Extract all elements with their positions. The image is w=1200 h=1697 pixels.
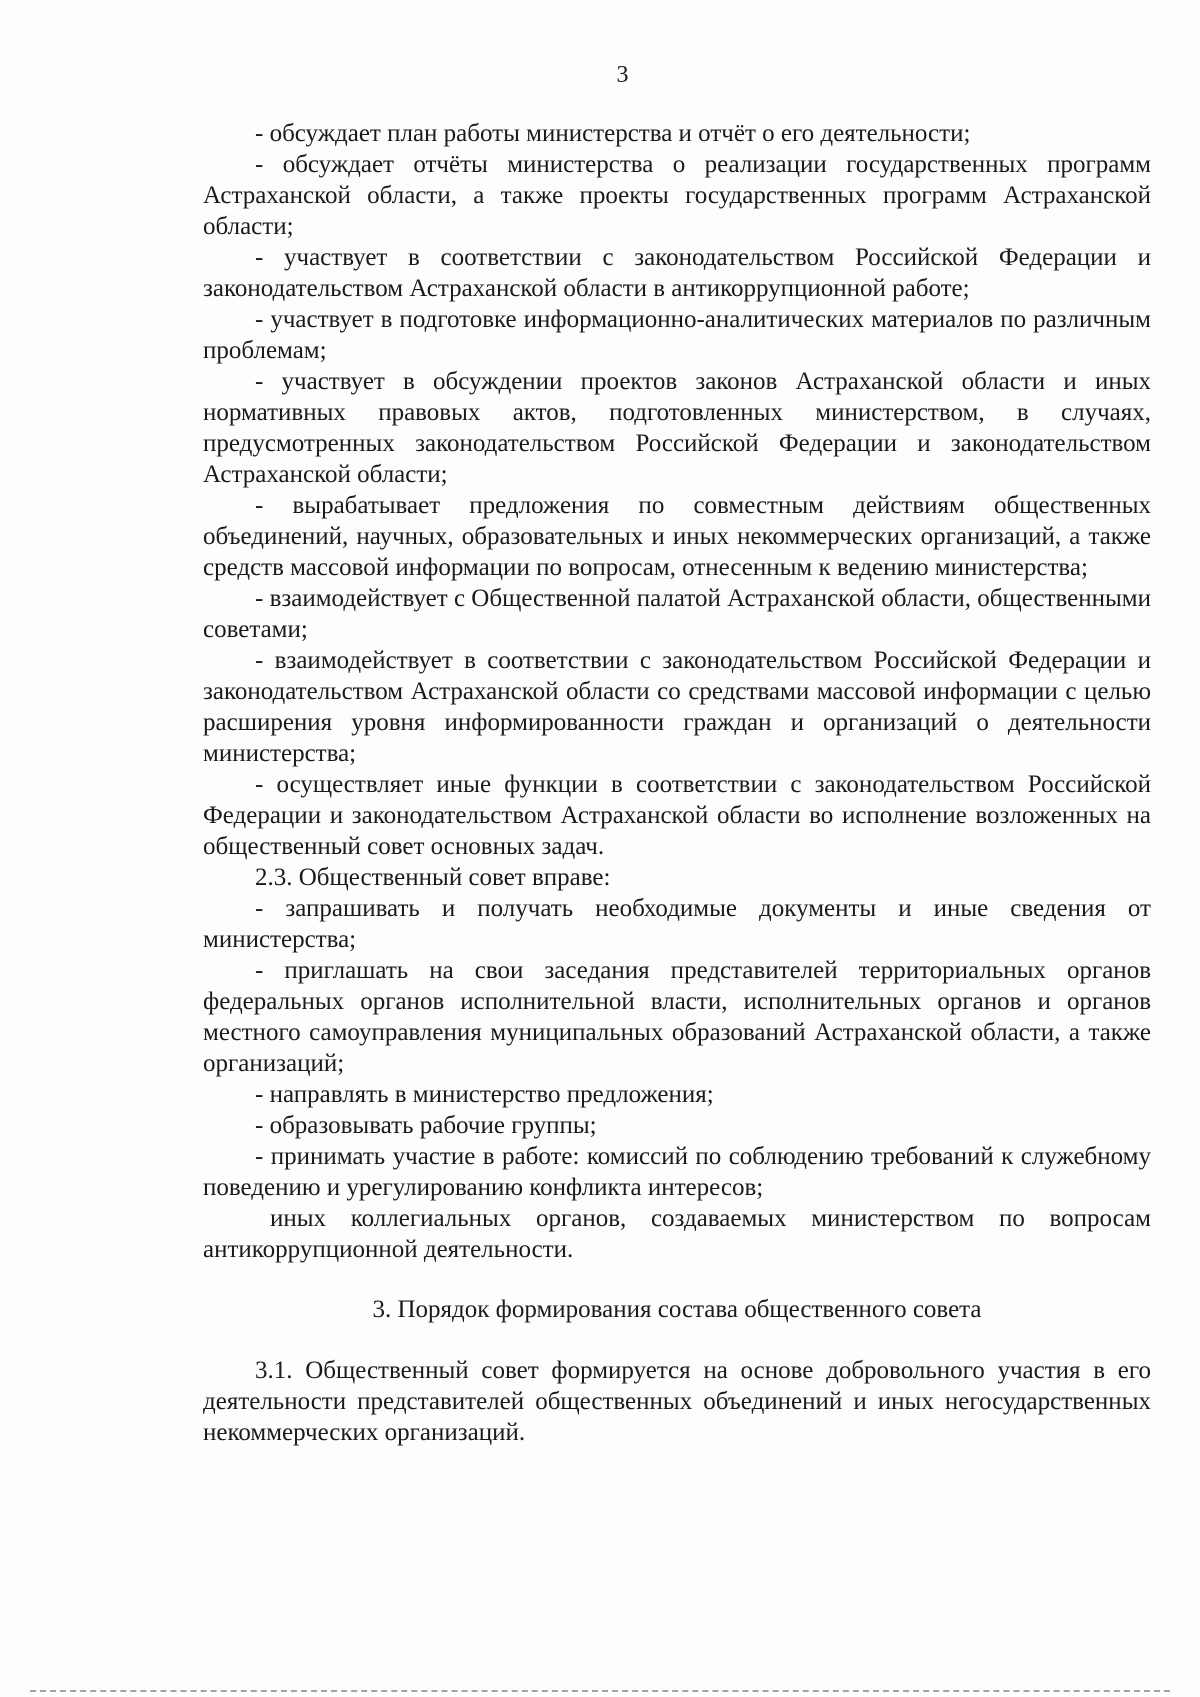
section-paragraph: 3.1. Общественный совет формируется на основе добровольного участия в его деятельности представителей общественных объединений и иных негосударственных некоммерческих организаций. xyxy=(203,1357,1151,1446)
list-item: - взаимодействует в соответствии с законодательством Российской Федерации и законодательством Астраханской области со средствами массовой информации с целью расширения уровня информированности граждан и организаций о деятельности министерства; xyxy=(203,647,1151,767)
list-item: - взаимодействует с Общественной палатой Астраханской области, общественными советами; xyxy=(203,585,1151,643)
page-number: 3 xyxy=(616,62,629,88)
list-item: - обсуждает отчёты министерства о реализации государственных программ Астраханской области, а также проекты государственных программ Астраханской области; xyxy=(203,151,1151,240)
section-heading: 3. Порядок формирования состава общественного совета xyxy=(372,1296,982,1323)
document-body xyxy=(203,118,1151,1448)
list-item: - направлять в министерство предложения; xyxy=(255,1081,714,1108)
list-item: - осуществляет иные функции в соответствии с законодательством Российской Федерации и законодательством Астраханской области во исполнение возложенных на общественный совет основных задач. xyxy=(203,771,1151,860)
scan-edge-line xyxy=(30,1690,1170,1692)
list-item: - участвует в обсуждении проектов законов Астраханской области и иных нормативных правовых актов, подготовленных министерством, в случаях, предусмотренных законодательством Российской Федерации и законодательством Астраханской области; xyxy=(203,368,1151,488)
list-item: - обсуждает план работы министерства и отчёт о его деятельности; xyxy=(255,120,971,147)
list-item: - запрашивать и получать необходимые документы и иные сведения от министерства; xyxy=(203,895,1151,953)
list-item: - принимать участие в работе: комиссий по соблюдению требований к служебному поведению и урегулированию конфликта интересов; xyxy=(203,1143,1151,1201)
list-item: - образовывать рабочие группы; xyxy=(255,1112,597,1139)
list-item: - участвует в подготовке информационно-аналитических материалов по различным проблемам; xyxy=(203,306,1151,364)
clause-heading: 2.3. Общественный совет вправе: xyxy=(255,864,611,891)
list-item: - участвует в соответствии с законодательством Российской Федерации и законодательством Астраханской области в антикоррупционной работе; xyxy=(203,244,1151,302)
list-item: - вырабатывает предложения по совместным действиям общественных объединений, научных, образовательных и иных некоммерческих организаций, а также средств массовой информации по вопросам, отнесенным к ведению министерства; xyxy=(203,492,1151,581)
list-item: иных коллегиальных органов, создаваемых министерством по вопросам антикоррупционной деятельности. xyxy=(203,1205,1151,1263)
list-item: - приглашать на свои заседания представителей территориальных органов федеральных органов исполнительной власти, исполнительных органов и органов местного самоуправления муниципальных образований Астраханской области, а также организаций; xyxy=(203,957,1151,1077)
